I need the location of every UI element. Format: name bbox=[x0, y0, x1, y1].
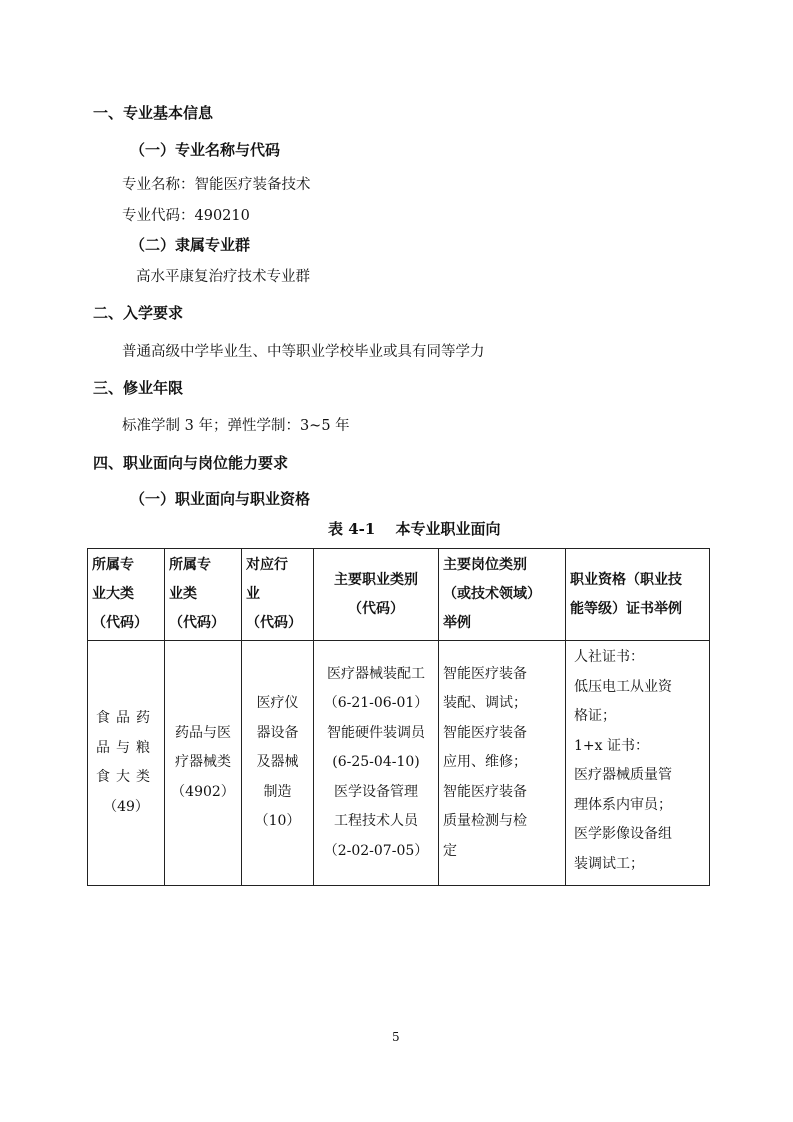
section-3-title: 三、修业年限 bbox=[93, 379, 184, 397]
cell-subcategory: 药品与医 疗器械类 （4902） bbox=[165, 641, 242, 886]
section-4-title: 四、职业面向与岗位能力要求 bbox=[93, 454, 289, 472]
major-name-line: 专业名称：智能医疗装备技术 bbox=[122, 177, 311, 193]
cell-category: 食品药 品与粮 食大类 （49） bbox=[88, 641, 165, 886]
table-row bbox=[88, 641, 710, 886]
page-number: 5 bbox=[392, 1030, 400, 1044]
table-header-row bbox=[88, 549, 710, 641]
subsection-4-1-title: （一）职业面向与职业资格 bbox=[130, 490, 311, 508]
header-subcategory: 所属专 业类 （代码） bbox=[165, 549, 242, 641]
cell-occupation: 医疗器械装配工 （6-21-06-01） 智能硬件装调员 (6-25-04-10) 医学设备管理 工程技术人员 （2-02-07-05） bbox=[314, 641, 439, 886]
header-category: 所属专 业大类 （代码） bbox=[88, 549, 165, 641]
cell-certificate: 人社证书： 低压电工从业资 格证； 1+x 证书： 医疗器械质量管 理体系内审员； 医学影像设备组 装调试工； bbox=[566, 641, 710, 886]
career-orientation-table bbox=[87, 548, 710, 886]
section-2-title: 二、入学要求 bbox=[93, 304, 184, 322]
cell-position: 智能医疗装备 装配、调试； 智能医疗装备 应用、维修； 智能医疗装备 质量检测与检 定 bbox=[439, 641, 566, 886]
header-occupation: 主要职业类别 （代码） bbox=[314, 549, 439, 641]
subsection-1-1-title: （一）专业名称与代码 bbox=[130, 141, 281, 159]
section-1-title: 一、专业基本信息 bbox=[93, 104, 214, 122]
admission-requirement-text: 普通高级中学毕业生、中等职业学校毕业或具有同等学力 bbox=[122, 344, 485, 360]
header-position: 主要岗位类别 （或技术领域） 举例 bbox=[439, 549, 566, 641]
major-group-line: 高水平康复治疗技术专业群 bbox=[136, 269, 310, 285]
table-caption: 表 4-1 本专业职业面向 bbox=[328, 520, 501, 538]
subsection-1-2-title: （二）隶属专业群 bbox=[130, 236, 251, 254]
cell-industry: 医疗仪 器设备 及器械 制造 （10） bbox=[242, 641, 314, 886]
header-certificate: 职业资格（职业技 能等级）证书举例 bbox=[566, 549, 710, 641]
study-duration-text: 标准学制 3 年；弹性学制：3~5 年 bbox=[122, 418, 350, 434]
header-industry: 对应行 业 （代码） bbox=[242, 549, 314, 641]
major-code-line: 专业代码：490210 bbox=[122, 208, 250, 224]
